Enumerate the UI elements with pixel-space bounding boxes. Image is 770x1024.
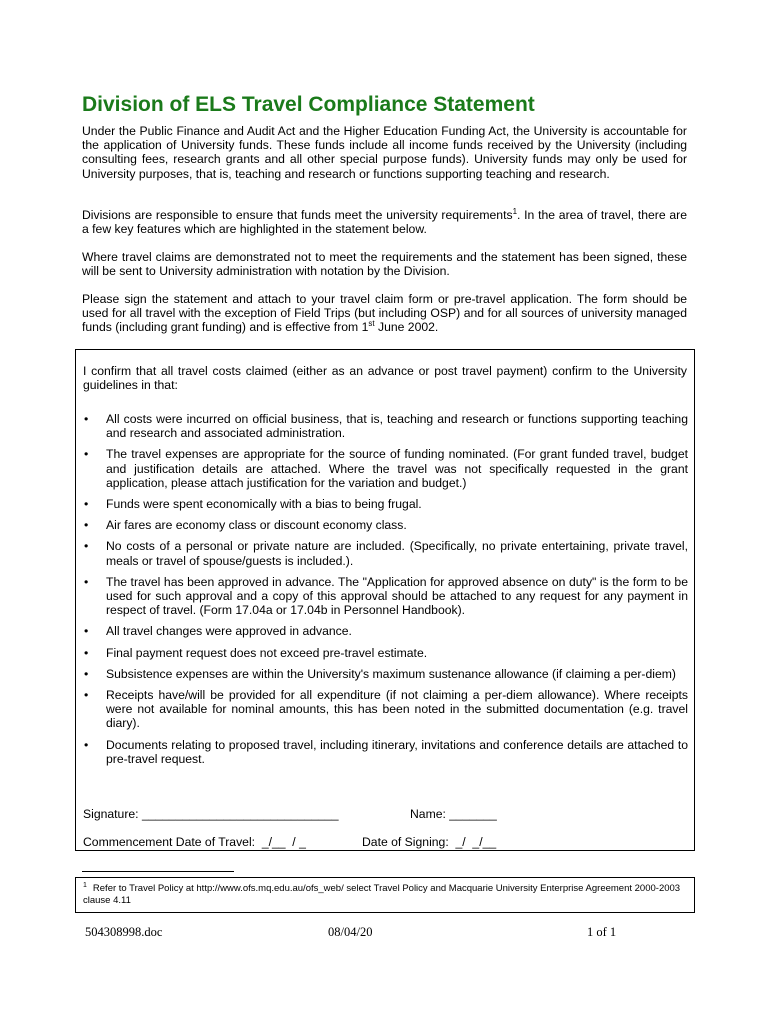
list-item-text: Documents relating to proposed travel, including itinerary, invitations and conference details are attached to pre-travel request.: [106, 737, 688, 766]
list-item-text: Receipts have/will be provided for all expenditure (if not claiming a per-diem allowance). Where receipts were not available for nominal amounts, this has been noted in the submitted documentation (e.g. travel diary).: [106, 688, 688, 731]
bullet-icon: •: [84, 688, 89, 703]
list-item: [76, 667, 688, 681]
list-item-text: Funds were spent economically with a bias to being frugal.: [106, 497, 422, 512]
footer-date: 08/04/20: [328, 925, 373, 939]
footer-page-number: 1 of 1: [587, 925, 617, 939]
paragraph-funds-accountability: Under the Public Finance and Audit Act and the Higher Education Funding Act, the University is accountable for the application of University funds. These funds include all income funds received by the University (including consulting fees, research grants and all other special purpose funds). University funds may only be used for University purposes, that is, teaching and research or functions supporting teaching and research.: [82, 124, 687, 181]
list-item-text: The travel expenses are appropriate for the source of funding nominated. (For grant funded travel, budget and justification details are attached. Where the travel was not specifically requested in the grant application, please attach justification for the variation and budget.): [106, 447, 688, 490]
list-item-text: Air fares are economy class or discount economy class.: [106, 518, 407, 533]
paragraph-division-responsibility: [82, 208, 687, 236]
list-item-text: All costs were incurred on official business, that is, teaching and research or functions supporting teaching and research and associated administration.: [106, 412, 688, 441]
p4-text-after: June 2002.: [374, 320, 439, 335]
list-item-text: The travel has been approved in advance. The "Application for approved absence on duty" is the form to be used for such approval and a copy of this approval should be attached to any request for any payment in respect of travel. (Form 17.04a or 17.04b in Personnel Handbook).: [106, 574, 688, 618]
bullet-icon: •: [84, 497, 89, 512]
signature-field[interactable]: Signature: _____________________________: [83, 807, 339, 821]
commencement-date-field[interactable]: Commencement Date of Travel: _/__ / _: [83, 835, 306, 849]
compliance-statement-box: [75, 349, 695, 851]
bullet-icon: •: [84, 447, 89, 462]
bullet-icon: •: [84, 574, 89, 589]
footnote-mark: 1: [83, 881, 87, 889]
list-item: [76, 539, 688, 567]
footnote-text: Refer to Travel Policy at http://www.ofs.mq.edu.au/ofs_web/ select Travel Policy and Macquarie University Enterprise Agreement 2000-2003 clause 4.11: [83, 883, 681, 906]
footnote-reference[interactable]: 1: [512, 206, 518, 216]
compliance-list: [76, 412, 688, 773]
bullet-icon: •: [84, 737, 89, 752]
bullet-icon: •: [84, 624, 89, 639]
bullet-icon: •: [84, 666, 89, 681]
list-item: [76, 518, 688, 532]
bullet-icon: •: [84, 518, 89, 533]
paragraph-instructions: [82, 292, 687, 335]
footnote: [75, 877, 695, 913]
list-item: [76, 575, 688, 618]
footnote-divider: [82, 871, 234, 872]
signing-date-field[interactable]: Date of Signing: _/ _/__: [362, 835, 497, 849]
paragraph-noncompliance: Where travel claims are demonstrated not to meet the requirements and the statement has been signed, these will be sent to University administration with notation by the Division.: [82, 250, 687, 279]
page-title: Division of ELS Travel Compliance Statement: [82, 93, 535, 116]
list-item: [76, 412, 688, 440]
name-field[interactable]: Name: _______: [410, 807, 497, 821]
p2-text-before: Divisions are responsible to ensure that funds meet the university requirements: [82, 208, 513, 222]
footer-filename: 504308998.doc: [85, 925, 163, 939]
list-item-text: No costs of a personal or private nature are included. (Specifically, no private entertaining, private travel, meals or travel of spouse/guests is included.).: [106, 539, 688, 568]
list-item-text: Subsistence expenses are within the University's maximum sustenance allowance (if claiming a per-diem): [106, 666, 676, 681]
ordinal-suffix: st: [368, 319, 375, 329]
list-item: [76, 497, 688, 511]
list-item-text: All travel changes were approved in advance.: [106, 624, 352, 639]
list-item: [76, 624, 688, 638]
list-item: [76, 738, 688, 766]
bullet-icon: •: [84, 645, 89, 660]
p2-text-after: . In the area of travel, there are a few key features which are highlighted in the statement below.: [82, 208, 687, 237]
list-item: [76, 688, 688, 731]
list-item: [76, 646, 688, 660]
bullet-icon: •: [84, 412, 89, 426]
list-item-text: Final payment request does not exceed pre-travel estimate.: [106, 645, 428, 660]
list-item: [76, 447, 688, 490]
bullet-icon: •: [84, 539, 89, 554]
statement-intro: I confirm that all travel costs claimed (either as an advance or post travel payment) confirm to the University guidelines in that:: [83, 364, 687, 393]
p4-text-before: Please sign the statement and attach to your travel claim form or pre-travel application. The form should be used for all travel with the exception of Field Trips (but including OSP) and for all sources of university managed funds (including grant funding) and is effective from 1: [82, 292, 687, 335]
